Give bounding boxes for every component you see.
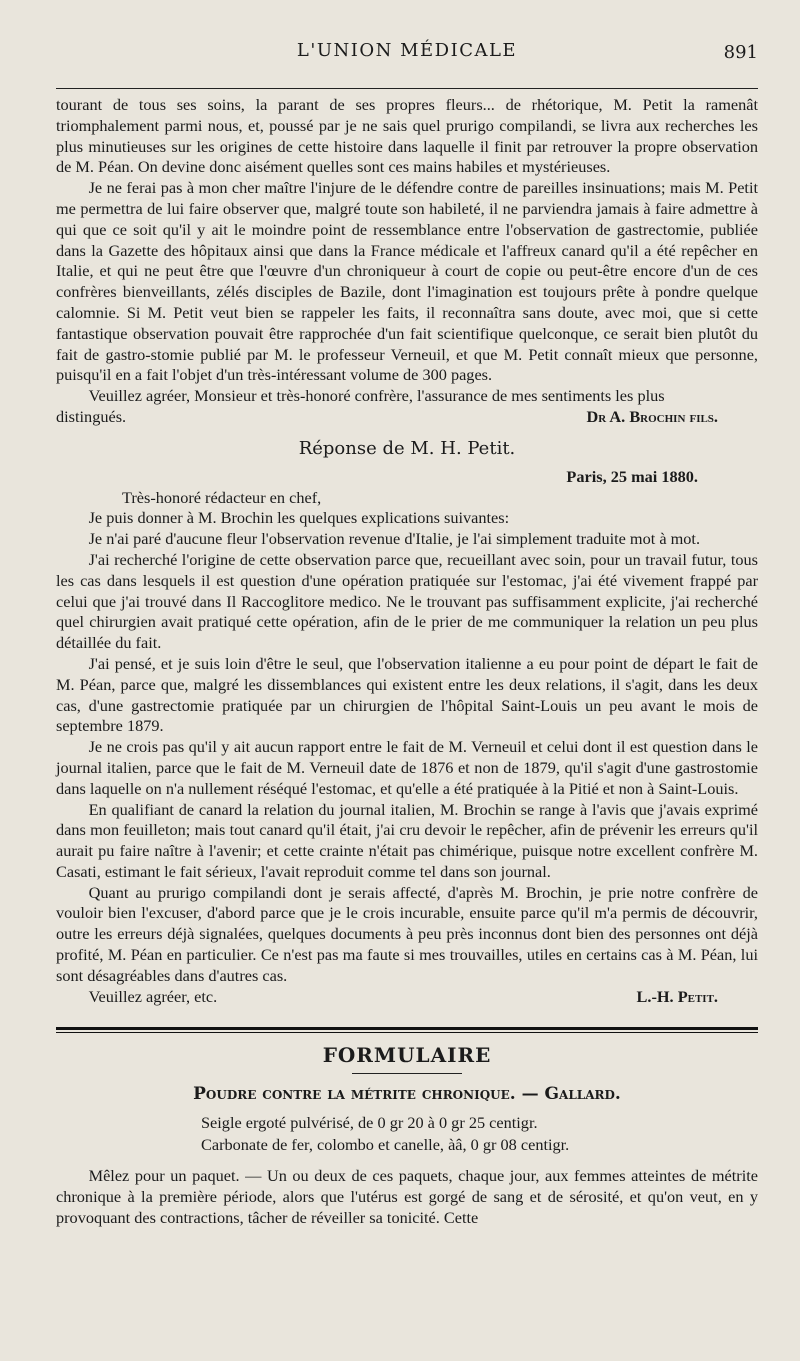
recipe-instructions: [56, 1166, 758, 1228]
section-title: FORMULAIRE: [322, 1043, 492, 1068]
section-divider: [56, 1027, 758, 1033]
page-header: [56, 40, 758, 70]
paragraph: J'ai recherché l'origine de cette observation parce que, recueillant avec soin, pour un travail futur, tous les cas dans lesquels il est question d'une opération pratiquée sur l'estomac, j'ai été vivement frappé par celui que j'ai trouvé dans Il Raccoglitore medico. Ne le trouvant pas suffisamment explicite, j'ai recherché quel chirurgien avait pratiqué cette opération, afin de le prier de me communiquer la relation un peu plus détaillée du fait.: [56, 549, 758, 653]
recipe-title: Poudre contre la métrite chronique. — Gallard.: [193, 1084, 621, 1105]
paragraph: Je n'ai paré d'aucune fleur l'observation revenue d'Italie, je l'ai simplement traduite mot à mot.: [88, 529, 701, 549]
letter-brochin: [56, 95, 758, 428]
header-rule: [56, 88, 758, 89]
paragraph: Veuillez agréer, Monsieur et très-honoré confrère, l'assurance de mes sentiments les plus: [88, 386, 665, 406]
signature-line: [56, 987, 758, 1008]
letter-petit: [56, 467, 758, 1008]
ingredient: Carbonate de fer, colombo et canelle, àâ, 0 gr 08 centigr.: [201, 1135, 570, 1155]
closing: distingués.: [56, 406, 127, 426]
paragraph: Je ne ferai pas à mon cher maître l'injure de le défendre contre de pareilles insinuations; mais M. Petit me permettra de lui faire observer que, malgré toute son habileté, il ne parviendra jamais à faire admettre à qui que ce soit qu'il y ait le moindre point de ressemblance entre l'observation de gastrectomie, publiée dans la Gazette des hôpitaux ainsi que dans la France médicale et l'affreux canard qu'il a été repêcher en Italie, et qui ne peut être que l'œuvre d'un chroniqueur à court de copie ou peut-être encore d'un de ces confrères bienveillants, zélés disciples de Bazile, dont l'imagination est toujours prête à pondre quelque calomnie. Si M. Petit veut bien se rappeler les faits, il reconnaîtra sans doute, avec moi, que si cette fantastique observation pouvait être rapprochée d'un fait scientifique quelconque, ce serait bien plutôt du fait de gastro-stomie publié par M. le professeur Verneuil, et que M. Petit connaît mieux que personne, puisqu'il en a fait l'objet d'un très-intéressant volume de 300 pages.: [56, 178, 758, 385]
paragraph: Mêlez pour un paquet. — Un ou deux de ces paquets, chaque jour, aux femmes atteintes de métrite chronique à la première période, alors que l'utérus est gorgé de sang et de sérosité, et qu'on veut, en y provoquant des contractions, tâcher de réveiller sa tonicité. Cette: [56, 1166, 758, 1228]
paragraph: Quant au prurigo compilandi dont je serais affecté, d'après M. Brochin, je prie notre confrère de vouloir bien l'excuser, d'abord parce que je le crois incurable, ensuite parce qu'il m'a permis de découvrir, outre les erreurs déjà signalées, quelques documents à peu près inconnus dont bien des personnes ont déjà profité, M. Péan en particulier. Ce n'est pas ma faute si mes trouvailles, utiles en certains cas à M. Péan, lui sont désagréables dans d'autres cas.: [56, 882, 758, 985]
recipe-ingredients: [56, 1112, 758, 1156]
ingredient: Seigle ergoté pulvérisé, de 0 gr 20 à 0 gr 25 centigr.: [201, 1113, 538, 1133]
running-title: L'UNION MÉDICALE: [296, 40, 518, 61]
reply-title: Réponse de M. H. Petit.: [298, 437, 516, 459]
paragraph: Je ne crois pas qu'il y ait aucun rapport entre le fait de M. Verneuil et celui dont il est question dans le journal italien, parce que le fait de M. Verneuil date de 1876 et non de 1879, qu'il s'agit d'une gastrostomie dans laquelle on n'a nullement réséqué l'estomac, et qu'elle a été pratiquée à la Pitié et non à Saint-Louis.: [56, 737, 758, 798]
dateline: Paris, 25 mai 1880.: [566, 466, 698, 486]
paragraph: En qualifiant de canard la relation du journal italien, M. Brochin se range à l'avis que j'avais exprimé dans mon feuilleton; mais tout canard qu'il était, j'ai cru devoir le repêcher, afin de prévenir les erreurs qu'il aurait pu faire naître à l'avenir; et cette crainte n'était pas chimérique, puisque notre excellent confrère M. Casati, estimant le fait sérieux, l'avait reproduit comme tel dans son journal.: [56, 799, 758, 881]
signature: Dr A. Brochin fils.: [586, 406, 718, 426]
paragraph: J'ai pensé, et je suis loin d'être le seul, que l'observation italienne a eu pour point de départ le fait de M. Péan, parce que, malgré les dissemblances qui existent entre les deux relations, il s'agit, dans les deux cas, d'une gastrectomie pratiquée par un chirurgien de l'hôpital Saint-Louis un peu avant le mois de septembre 1879.: [56, 653, 758, 736]
page-number: 891: [723, 42, 758, 63]
signature-line: [56, 407, 758, 428]
paragraph: tourant de tous ses soins, la parant de ses propres fleurs... de rhétorique, M. Petit la ramenât triomphalement parmi nous, et, poussé par je ne sais quel prurigo compilandi, se livra aux recherches les plus minutieuses sur les origines de cette histoire dans laquelle il finit par retrouver la propre observation de M. Péan. On devine donc aisément quelles sont ces mains habiles et mystérieuses.: [56, 95, 758, 177]
closing: Veuillez agréer, etc.: [88, 986, 218, 1006]
title-rule: [352, 1073, 462, 1074]
signature: L.-H. Petit.: [636, 986, 718, 1006]
paragraph: Je puis donner à M. Brochin les quelques explications suivantes:: [88, 508, 510, 528]
salutation: Très-honoré rédacteur en chef,: [122, 487, 322, 507]
